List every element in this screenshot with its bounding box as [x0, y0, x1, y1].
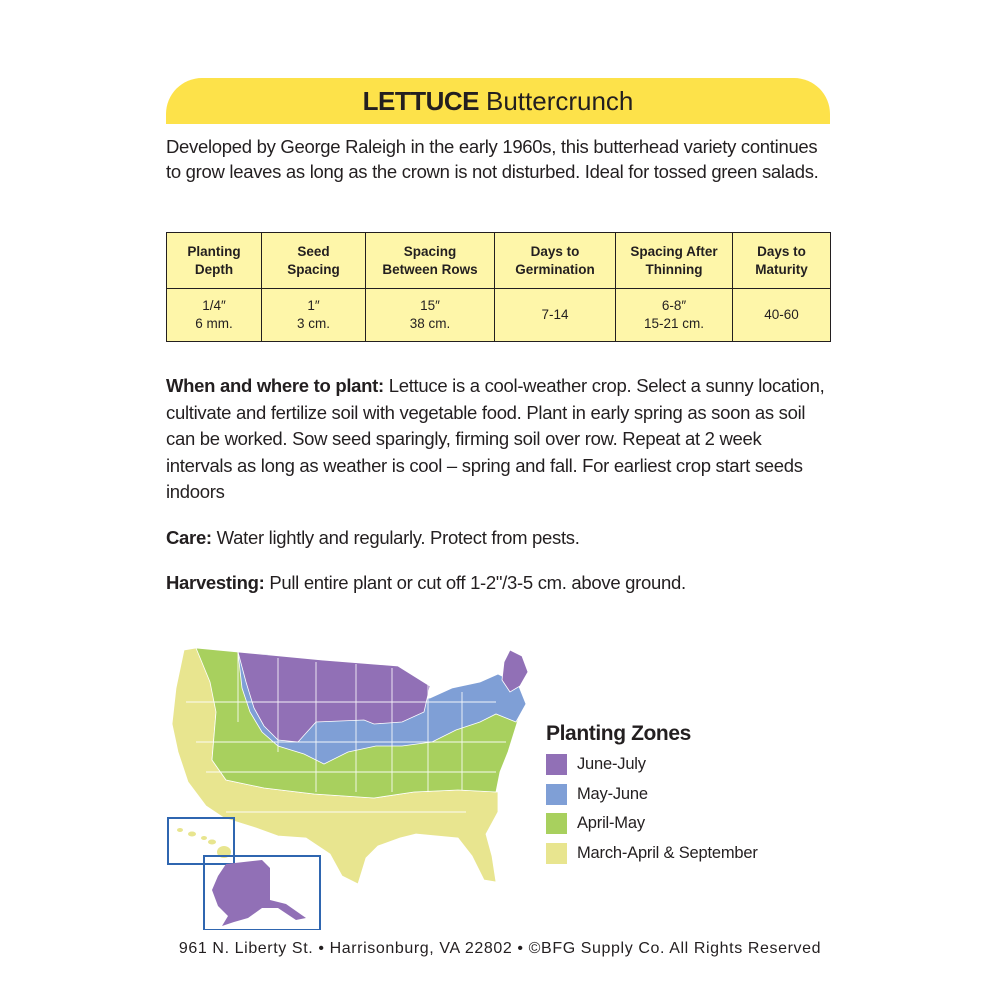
- intro-description: Developed by George Raleigh in the early 1960s, this butterhead variety continues to grow leaves as long as the crown is not disturbed. Ideal for tossed green salads.: [166, 136, 819, 182]
- legend-label: May-June: [577, 784, 648, 803]
- title-banner: [166, 78, 830, 124]
- legend-item-may-june: [546, 780, 758, 810]
- legend-item-march-april-september: [546, 839, 758, 869]
- planting-specs-table: [166, 232, 831, 342]
- care-label: Care:: [166, 527, 212, 548]
- planting-zone-map: [166, 642, 536, 930]
- legend-label: June-July: [577, 755, 646, 774]
- value-germination: 7-14: [495, 289, 616, 342]
- legend-label: March-April & September: [577, 843, 758, 862]
- value-maturity: 40-60: [733, 289, 831, 342]
- zone-june-july-northeast: [502, 650, 528, 692]
- care-text: Water lightly and regularly. Protect from pests.: [211, 527, 580, 548]
- header-maturity: Days to Maturity: [733, 233, 831, 289]
- crop-name: LETTUCE: [362, 85, 479, 116]
- value-row-spacing: 15″ 38 cm.: [366, 289, 495, 342]
- footer-address: 961 N. Liberty St. • Harrisonburg, VA 22802 • ©BFG Supply Co. All Rights Reserved: [178, 940, 822, 957]
- header-thinning: Spacing After Thinning: [616, 233, 733, 289]
- specs-value-row: [167, 289, 831, 342]
- legend-swatch: [546, 843, 567, 864]
- hawaii-islands: [177, 828, 231, 858]
- header-planting-depth: Planting Depth: [167, 233, 262, 289]
- legend-swatch: [546, 784, 567, 805]
- header-seed-spacing: Seed Spacing: [262, 233, 366, 289]
- legend-item-june-july: [546, 750, 758, 780]
- when-where-label: When and where to plant:: [166, 375, 384, 396]
- planting-zones-legend: [546, 722, 758, 868]
- harvesting-section: [166, 570, 830, 597]
- specs-header-row: [167, 233, 831, 289]
- legend-swatch: [546, 813, 567, 834]
- care-section: [166, 525, 830, 552]
- value-thinning: 6-8″ 15-21 cm.: [616, 289, 733, 342]
- header-germination: Days to Germination: [495, 233, 616, 289]
- legend-title: Planting Zones: [546, 722, 691, 745]
- legend-item-april-may: [546, 809, 758, 839]
- when-where-text: Lettuce is a cool-weather crop. Select a sunny location, cultivate and fertilize soil with vegetable food. Plant in early spring as soon as soil can be worked. Sow seed sparingly, firming soil over row. Repeat at 2 week intervals as long as weather is cool – spring and fall. For earliest crop start seeds indoors: [166, 375, 825, 502]
- variety-name: Buttercrunch: [485, 85, 634, 116]
- harvesting-label: Harvesting:: [166, 572, 265, 593]
- value-planting-depth: 1/4″ 6 mm.: [167, 289, 262, 342]
- header-row-spacing: Spacing Between Rows: [366, 233, 495, 289]
- legend-label: April-May: [577, 814, 645, 833]
- value-seed-spacing: 1″ 3 cm.: [262, 289, 366, 342]
- legend-swatch: [546, 754, 567, 775]
- when-where-section: [166, 373, 830, 506]
- harvesting-text: Pull entire plant or cut off 1-2"/3-5 cm. above ground.: [264, 572, 686, 593]
- alaska-shape: [212, 860, 306, 926]
